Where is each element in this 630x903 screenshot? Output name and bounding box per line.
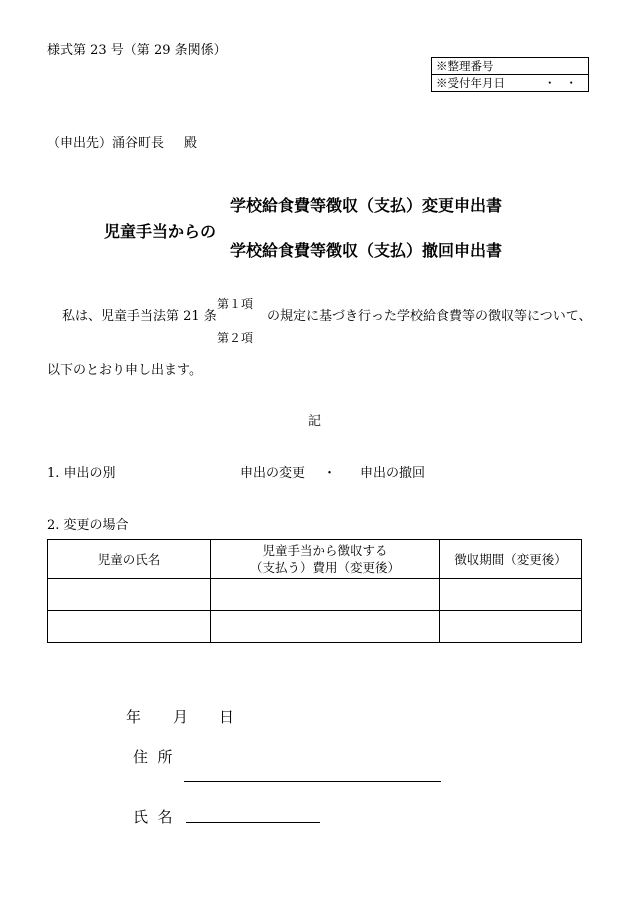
section1-heading: 1. 申出の別 xyxy=(47,466,116,481)
cell-child-name[interactable] xyxy=(48,611,211,643)
table-row xyxy=(48,579,582,611)
body-closing: 以下のとおり申し出ます。 xyxy=(47,363,202,378)
date-year: 年 xyxy=(126,708,142,726)
change-table xyxy=(47,539,582,643)
body-continuation: の規定に基づき行った学校給食費等の徴収等について、 xyxy=(267,309,592,324)
header-fee xyxy=(211,540,440,579)
addressee-honorific: 殿 xyxy=(184,136,198,151)
addressee-prefix: （申出先） xyxy=(47,136,113,151)
body-intro: 私は、児童手当法第 21 条 xyxy=(62,309,217,324)
date-month: 月 xyxy=(173,708,189,726)
name-field-line[interactable] xyxy=(186,822,320,823)
header-child-name: 児童の氏名 xyxy=(48,540,211,579)
body-clause-1: 第１項 xyxy=(217,297,254,311)
addressee xyxy=(47,132,197,151)
option-change: 申出の変更 xyxy=(240,466,306,481)
title-lead: 児童手当からの xyxy=(104,222,217,241)
serial-number-row xyxy=(432,58,588,74)
serial-number-label: ※整理番号 xyxy=(436,59,494,73)
received-date-label: ※受付年月日 xyxy=(436,76,505,90)
cell-fee[interactable] xyxy=(211,611,440,643)
table-row xyxy=(48,611,582,643)
option-separator: ・ xyxy=(323,466,337,481)
management-box xyxy=(431,57,589,92)
option-withdraw: 申出の撤回 xyxy=(360,466,426,481)
addressee-name: 涌谷町長 xyxy=(112,136,165,151)
cell-period[interactable] xyxy=(440,579,582,611)
cell-period[interactable] xyxy=(440,611,582,643)
section2-heading: 2. 変更の場合 xyxy=(47,518,129,533)
body-clause-2: 第２項 xyxy=(217,331,254,345)
header-period: 徴収期間（変更後） xyxy=(440,540,582,579)
name-label: 氏 名 xyxy=(133,808,173,826)
address-label: 住 所 xyxy=(133,748,173,766)
cell-fee[interactable] xyxy=(211,579,440,611)
received-date-dots: ・・ xyxy=(544,76,587,90)
header-fee-text: 児童手当から徴収する （支払う）費用（変更後） xyxy=(249,543,400,575)
title-withdraw-line: 学校給食費等徴収（支払）撤回申出書 xyxy=(230,241,503,260)
date-day: 日 xyxy=(219,708,235,726)
table-header-row xyxy=(48,540,582,579)
address-field-line[interactable] xyxy=(184,781,441,782)
cell-child-name[interactable] xyxy=(48,579,211,611)
received-date-row xyxy=(432,74,588,91)
ki-heading: 記 xyxy=(308,414,322,429)
title-change-line: 学校給食費等徴収（支払）変更申出書 xyxy=(230,196,503,215)
form-number: 様式第 23 号（第 29 条関係） xyxy=(47,43,227,58)
